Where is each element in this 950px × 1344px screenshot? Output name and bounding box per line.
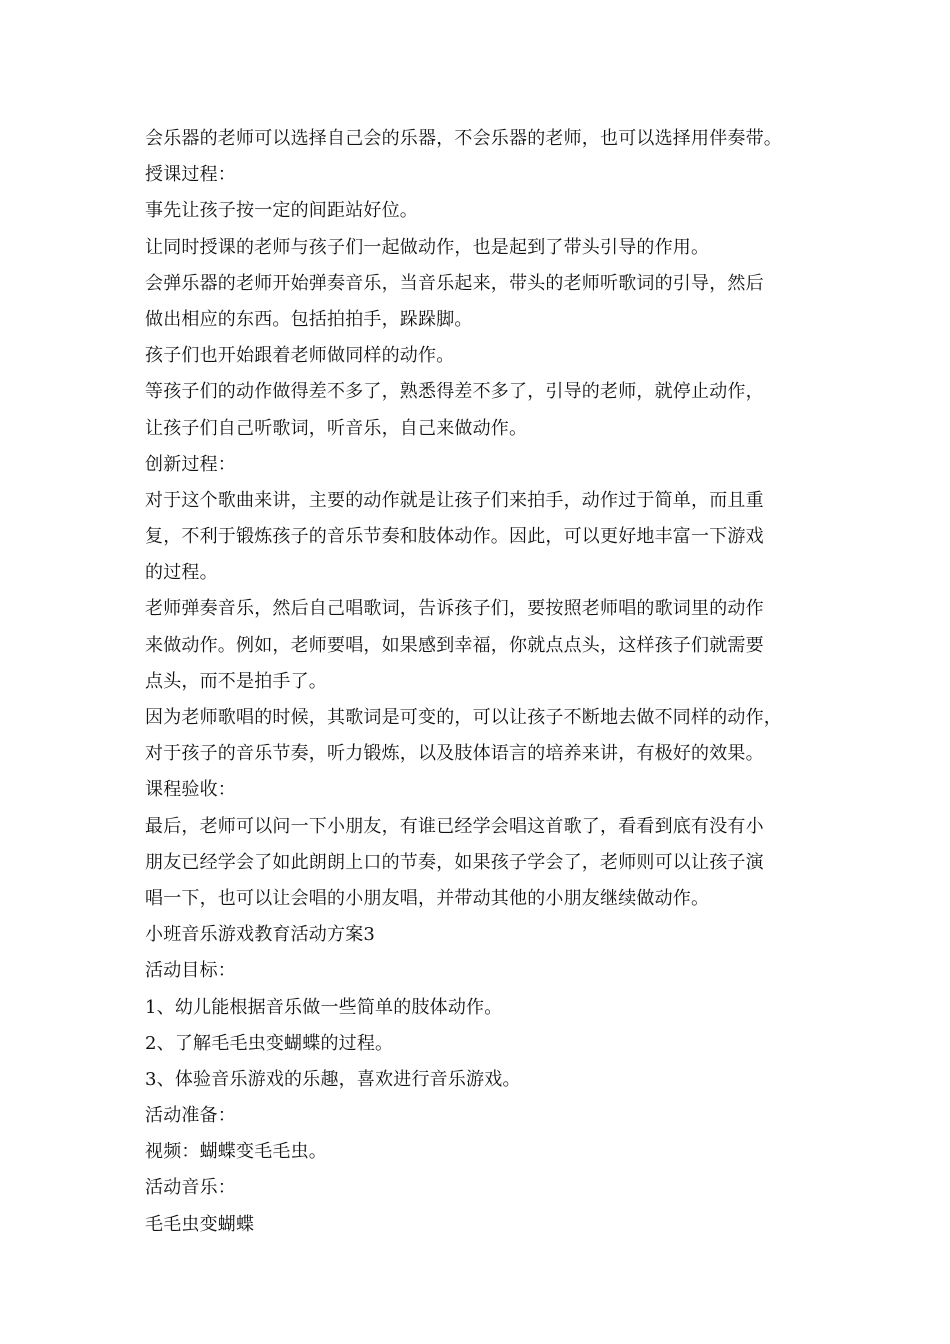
section-heading-activity-goals: 活动目标：: [145, 960, 236, 982]
text-line: 对于孩子的音乐节奏，听力锻炼，以及肢体语言的培养来讲，有极好的效果。: [145, 743, 764, 765]
text-line: 会弹乐器的老师开始弹奏音乐，当音乐起来，带头的老师听歌词的引导，然后: [145, 272, 764, 294]
text-line: 对于这个歌曲来讲，主要的动作就是让孩子们来拍手，动作过于简单，而且重: [145, 489, 764, 511]
text-line: 等孩子们的动作做得差不多了，熟悉得差不多了，引导的老师，就停止动作，: [145, 381, 764, 403]
text-line: 最后，老师可以问一下小朋友，有谁已经学会唱这首歌了，看看到底有没有小: [145, 815, 764, 837]
goal-item: 1、幼儿能根据音乐做一些简单的肢体动作。: [145, 996, 503, 1018]
section-heading-course-acceptance: 课程验收：: [145, 779, 236, 801]
section-heading-activity-preparation: 活动准备：: [145, 1105, 236, 1127]
text-line: 视频：蝴蝶变毛毛虫。: [145, 1141, 327, 1163]
text-line: 让同时授课的老师与孩子们一起做动作，也是起到了带头引导的作用。: [145, 236, 710, 258]
text-line: 老师弹奏音乐，然后自己唱歌词，告诉孩子们，要按照老师唱的歌词里的动作: [145, 598, 764, 620]
section-heading-innovation-process: 创新过程：: [145, 453, 236, 475]
section-heading-activity-music: 活动音乐：: [145, 1177, 236, 1199]
text-line: 毛毛虫变蝴蝶: [145, 1213, 255, 1235]
text-line: 做出相应的东西。包括拍拍手，跺跺脚。: [145, 308, 473, 330]
text-line: 唱一下，也可以让会唱的小朋友唱，并带动其他的小朋友继续做动作。: [145, 887, 710, 909]
document-body: [145, 121, 825, 1243]
goal-item: 2、了解毛毛虫变蝴蝶的过程。: [145, 1032, 394, 1054]
text-line: 让孩子们自己听歌词，听音乐，自己来做动作。: [145, 417, 528, 439]
goal-item: 3、体验音乐游戏的乐趣，喜欢进行音乐游戏。: [145, 1068, 521, 1090]
text-line: 因为老师歌唱的时候，其歌词是可变的，可以让孩子不断地去做不同样的动作，: [145, 707, 782, 728]
text-line: 会乐器的老师可以选择自己会的乐器，不会乐器的老师，也可以选择用伴奏带。: [145, 128, 782, 149]
text-line: 复，不利于锻炼孩子的音乐节奏和肢体动作。因此，可以更好地丰富一下游戏: [145, 526, 764, 548]
text-line: 点头，而不是拍手了。: [145, 670, 327, 692]
text-line: 事先让孩子按一定的间距站好位。: [145, 200, 418, 222]
text-line: 朋友已经学会了如此朗朗上口的节奏，如果孩子学会了，老师则可以让孩子演: [145, 851, 764, 873]
text-line: 的过程。: [145, 562, 218, 584]
section-heading-teaching-process: 授课过程：: [145, 164, 236, 186]
plan-title: 小班音乐游戏教育活动方案3: [145, 924, 376, 946]
text-line: 孩子们也开始跟着老师做同样的动作。: [145, 345, 455, 367]
text-line: 来做动作。例如，老师要唱，如果感到幸福，你就点点头，这样孩子们就需要: [145, 634, 764, 656]
